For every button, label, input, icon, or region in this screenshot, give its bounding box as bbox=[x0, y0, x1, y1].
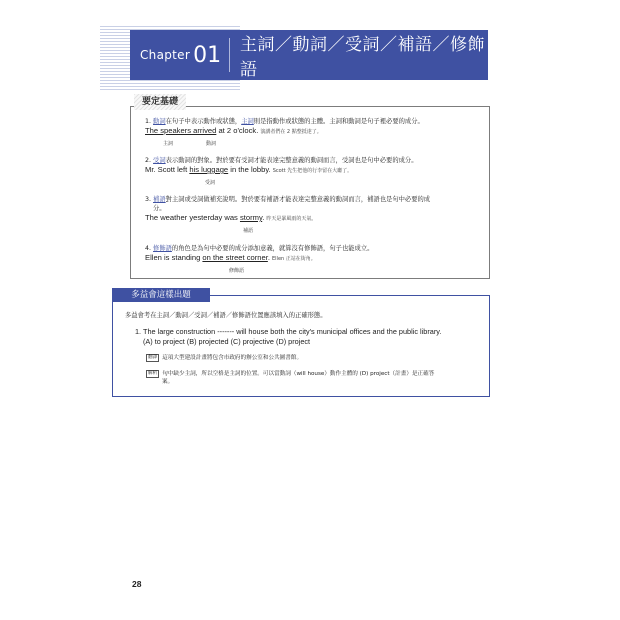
item-4-text bbox=[145, 244, 373, 253]
header-divider bbox=[229, 38, 230, 72]
chapter-label: Chapter bbox=[140, 48, 191, 62]
item-1-text bbox=[145, 117, 424, 126]
item-1-example bbox=[145, 126, 424, 137]
term-highlight: 動詞 bbox=[153, 118, 166, 125]
example-rest: Ellen is standing bbox=[145, 253, 203, 262]
question-stem: 1. The large construction ------- will house both the city's municipal offices and the public library. bbox=[135, 327, 442, 336]
complement-label: 補語 bbox=[243, 228, 254, 234]
analysis-text-continued: 案。 bbox=[162, 379, 174, 385]
essentials-item-3 bbox=[145, 195, 430, 224]
example-translation: 演講者們在 2 點整抵達了。 bbox=[260, 129, 322, 135]
item-text: 則是指動作或狀態的主體。主詞和動詞是句子裡必要的成分。 bbox=[253, 118, 424, 125]
item-2-example bbox=[145, 165, 418, 176]
page-number: 28 bbox=[132, 579, 142, 589]
answer-choices: (A) to project (B) projected (C) projective (D) project bbox=[143, 337, 311, 346]
essentials-item-4 bbox=[145, 244, 373, 264]
subject-label: 主詞 bbox=[163, 141, 174, 147]
term-highlight: 受詞 bbox=[153, 157, 166, 164]
object-label: 受詞 bbox=[205, 180, 216, 186]
essentials-item-1 bbox=[145, 117, 424, 137]
question-1 bbox=[135, 327, 441, 347]
analysis-note bbox=[146, 370, 434, 386]
item-text: 表示動詞的對象。對於要有受詞才能表達完整意義的動詞而言，受詞也是句中必要的成分。 bbox=[165, 157, 418, 164]
translation-note bbox=[146, 354, 302, 362]
item-4-example bbox=[145, 253, 373, 264]
translation-label: 翻譯 bbox=[148, 355, 158, 360]
item-text-continued: 分。 bbox=[153, 205, 166, 212]
term-highlight: 主詞 bbox=[241, 118, 254, 125]
term-highlight: 修飾語 bbox=[153, 245, 172, 252]
example-rest: at 2 o'clock. bbox=[216, 126, 259, 135]
chapter-header bbox=[130, 30, 488, 80]
essentials-section bbox=[130, 106, 490, 279]
example-rest: . bbox=[262, 213, 265, 222]
item-number: 3. bbox=[145, 196, 152, 203]
toeic-tag: 多益會這樣出題 bbox=[112, 288, 210, 302]
analysis-text: 句中缺少主詞，所以空格是主詞的位置。可以當動詞（will house）動作主體的 (D) project（計畫）是正確答 bbox=[162, 371, 435, 377]
example-object: his luggage bbox=[189, 165, 229, 174]
chapter-number: 01 bbox=[193, 42, 222, 68]
item-number: 1. bbox=[145, 118, 152, 125]
example-translation: 昨天是暴風雨的天氣。 bbox=[266, 216, 317, 222]
analysis-label: 解析 bbox=[148, 371, 158, 376]
example-translation: Ellen 正站在街角。 bbox=[272, 256, 316, 262]
verb-label: 動詞 bbox=[206, 141, 217, 147]
example-modifier: on the street corner bbox=[202, 253, 268, 262]
example-rest: Mr. Scott left bbox=[145, 165, 190, 174]
item-number: 2. bbox=[145, 157, 152, 164]
item-2-text bbox=[145, 156, 418, 165]
example-verb: arrived bbox=[191, 126, 217, 135]
item-text: 在句子中表示動作或狀態， bbox=[165, 118, 242, 125]
essentials-tag: 要定基礎 bbox=[134, 94, 186, 110]
item-text: 的角色是為句中必要的成分添加意義，就算沒有修飾語，句子也能成立。 bbox=[171, 245, 374, 252]
item-3-example bbox=[145, 213, 430, 224]
item-number: 4. bbox=[145, 245, 152, 252]
toeic-intro: 多益會考在主詞／動詞／受詞／補語／修飾語位置應該填入的正確形態。 bbox=[125, 312, 327, 319]
chapter-title: 主詞／動詞／受詞／補語／修飾語 bbox=[240, 35, 486, 80]
term-highlight: 補語 bbox=[153, 196, 166, 203]
example-rest: The weather yesterday was bbox=[145, 213, 240, 222]
example-complement: stormy bbox=[239, 213, 263, 222]
example-rest: . bbox=[267, 253, 270, 262]
modifier-label: 修飾語 bbox=[229, 268, 245, 274]
example-subject: The speakers bbox=[145, 126, 192, 135]
example-translation: Scott 先生把他的行李留在大廳了。 bbox=[272, 168, 353, 174]
essentials-item-2 bbox=[145, 156, 418, 176]
item-3-text bbox=[145, 195, 430, 204]
item-text: 對主詞或受詞做補充說明。對於要有補語才能表達完整意義的動詞而言，補語也是句中必要的成 bbox=[165, 196, 431, 203]
toeic-section bbox=[112, 295, 490, 397]
example-rest: in the lobby. bbox=[228, 165, 271, 174]
translation-text: 這項大型建設計畫將包含市政府的辦公室和公共圖書館。 bbox=[162, 355, 303, 361]
